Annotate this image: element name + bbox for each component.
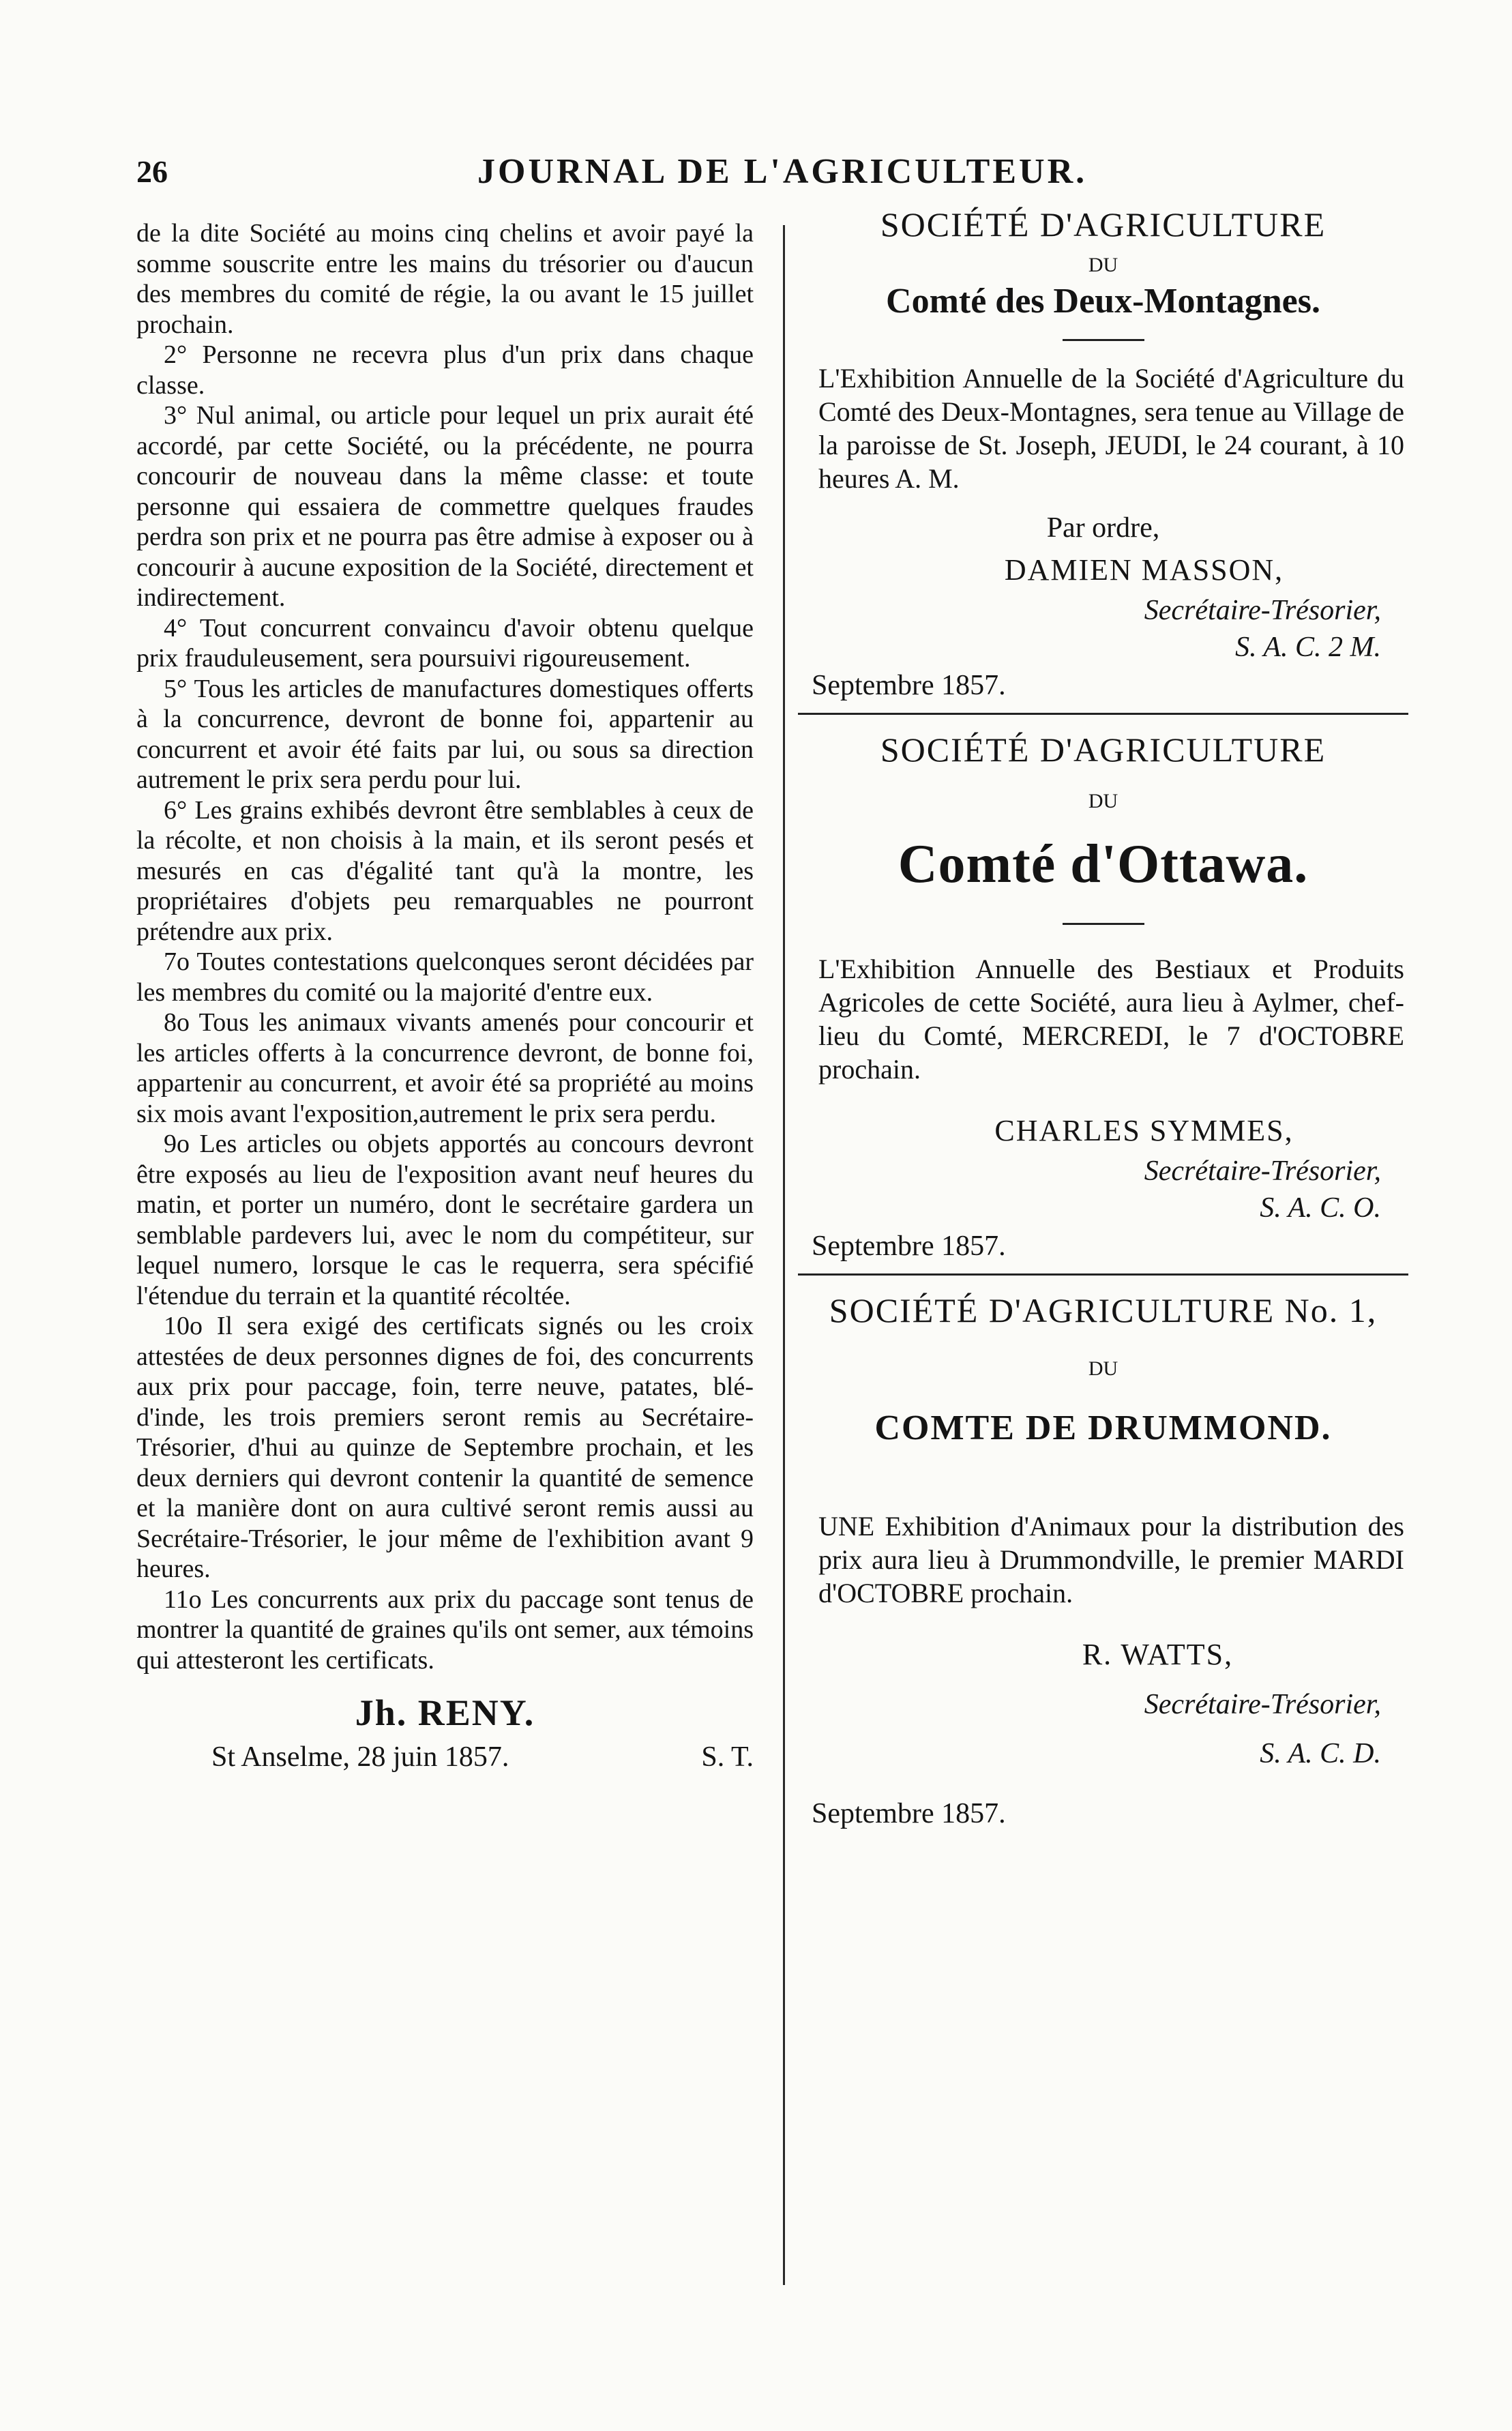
paragraph: 3° Nul animal, ou article pour lequel un prix aurait été accordé, par cette Société, ou la précédente, ne pourra concourir de nouveau dans la même classe: et toute personne qui essaiera de commettre quelques fraudes perdra son prix et ne pourra pas être admise à exposer ou à concourir à aucune exposition de la Société, directement et indirectement. — [136, 401, 754, 612]
paragraph: 4° Tout concurrent convaincu d'avoir obtenu quelque prix frauduleusement, sera poursuivi rigoureusement. — [136, 613, 754, 673]
notice-body: L'Exhibition Annuelle de la Société d'Agriculture du Comté des Deux-Montagnes, sera tenue au Village de la paroisse de St. Joseph, JEUDI, le 24 courant, à 10 heures A. M. — [818, 363, 1404, 494]
notice-du: DU — [1088, 254, 1118, 276]
notice-ottawa — [798, 730, 1408, 1276]
notice-role: Secrétaire-Trésorier, — [1144, 1689, 1381, 1720]
notice-du: DU — [1088, 790, 1118, 812]
notice-abbr: S. A. C. O. — [1260, 1192, 1381, 1224]
paragraph: de la dite Société au moins cinq chelins et avoir payé la somme souscrite entre les mains du trésorier ou d'aucun des membres du comité de régie, la ou avant le 15 juillet prochain. — [136, 219, 754, 339]
page-number: 26 — [136, 154, 168, 189]
notice-signer: DAMIEN MASSON, — [1004, 553, 1284, 587]
notice-date: Septembre 1857. — [812, 1798, 1006, 1829]
journal-title: JOURNAL DE L'AGRICULTEUR. — [477, 152, 1088, 191]
notice-title: SOCIÉTÉ D'AGRICULTURE No. 1, — [829, 1291, 1378, 1329]
notice-title: SOCIÉTÉ D'AGRICULTURE — [880, 205, 1326, 244]
paragraph: 6° Les grains exhibés devront être semblables à ceux de la récolte, et non choisis à la main, et ils seront pesés et mesurés en cas d'égalité tant qu'à la montre, les propriétaires d'objets peu remarquables ne pourront prétendre aux prix. — [136, 795, 754, 946]
divider — [798, 713, 1408, 715]
par-ordre: Par ordre, — [1046, 512, 1160, 544]
notice-deux-montagnes — [798, 205, 1408, 715]
paragraph: 10o Il sera exigé des certificats signés ou les croix attestées de deux personnes dignes de foi, des concurrents aux prix pour paccage, foin, terre neuve, patates, blé-d'inde, les trois premiers seront remis au Secrétaire-Trésorier, d'hui au quinze de Septembre prochain, et les deux derniers qui devront contenir la quantité de semence et la manière dont on aura cultivé seront remis aussi au Secrétaire-Trésorier, le jour même de l'exhibition avant 9 heures. — [136, 1312, 754, 1583]
notice-county: COMTE DE DRUMMOND. — [874, 1409, 1332, 1447]
notice-du: DU — [1088, 1357, 1118, 1380]
divider — [1063, 339, 1144, 341]
place-date-line — [136, 1741, 754, 1773]
divider — [1063, 923, 1144, 925]
notice-role: Secrétaire-Trésorier, — [1144, 595, 1381, 626]
column-divider — [783, 225, 785, 2285]
notice-body: UNE Exhibition d'Animaux pour la distribution des prix aura lieu à Drummondville, le premier MARDI d'OCTOBRE prochain. — [818, 1511, 1404, 1608]
notice-role: Secrétaire-Trésorier, — [1144, 1155, 1381, 1187]
notice-drummond — [798, 1291, 1408, 1830]
place-date: St Anselme, 28 juin 1857. — [211, 1741, 509, 1773]
signature-abbr: S. T. — [701, 1741, 754, 1773]
signature-reny: Jh. RENY. — [355, 1692, 535, 1733]
notice-signer: R. WATTS, — [1082, 1638, 1234, 1671]
paragraph: 9o Les articles ou objets apportés au concours devront être exposés au lieu de l'exposition avant neuf heures du matin, et porter un numéro, dont le secrétaire gardera un semblable pardevers lui, avec le nom du compétiteur, sur lequel numero, lorsque le cas le requerra, sera spécifié l'étendue du terrain et la quantité récoltée. — [136, 1130, 754, 1310]
notice-county: Comté d'Ottawa. — [898, 834, 1309, 894]
notice-signer: CHARLES SYMMES, — [994, 1114, 1294, 1147]
right-column — [798, 205, 1408, 1830]
notice-date: Septembre 1857. — [812, 1231, 1006, 1262]
notice-date: Septembre 1857. — [812, 670, 1006, 701]
paragraph: 5° Tous les articles de manufactures domestiques offerts à la concurrence, devront de bonne foi, appartenir au concurrent et avoir été faits par lui, ou sous sa direction autrement le prix sera perdu pour lui. — [136, 674, 754, 794]
left-column — [136, 218, 754, 1773]
paragraph: 11o Les concurrents aux prix du paccage sont tenus de montrer la quantité de graines qu'ils ont semer, aux témoins qui attesteront les certificats. — [136, 1585, 754, 1675]
paragraph: 8o Tous les animaux vivants amenés pour concourir et les articles offerts à la concurrence devront, de bonne foi, appartenir au concurrent, et avoir été sa propriété au moins six mois avant l'exposition,autrement le prix sera perdu. — [136, 1008, 754, 1128]
notice-abbr: S. A. C. D. — [1260, 1738, 1381, 1769]
spacer — [798, 1448, 1408, 1509]
notice-body: L'Exhibition Annuelle des Bestiaux et Produits Agricoles de cette Société, aura lieu à Aylmer, chef-lieu du Comté, MERCREDI, le 7 d'OCTOBRE prochain. — [818, 954, 1404, 1085]
notice-title: SOCIÉTÉ D'AGRICULTURE — [880, 731, 1326, 769]
notice-county: Comté des Deux-Montagnes. — [886, 282, 1320, 321]
paragraph: 2° Personne ne recevra plus d'un prix dans chaque classe. — [136, 340, 754, 400]
notice-abbr: S. A. C. 2 M. — [1235, 632, 1381, 663]
paragraph: 7o Toutes contestations quelconques seront décidées par les membres du comité ou la majorité d'entre eux. — [136, 947, 754, 1007]
divider — [798, 1273, 1408, 1276]
